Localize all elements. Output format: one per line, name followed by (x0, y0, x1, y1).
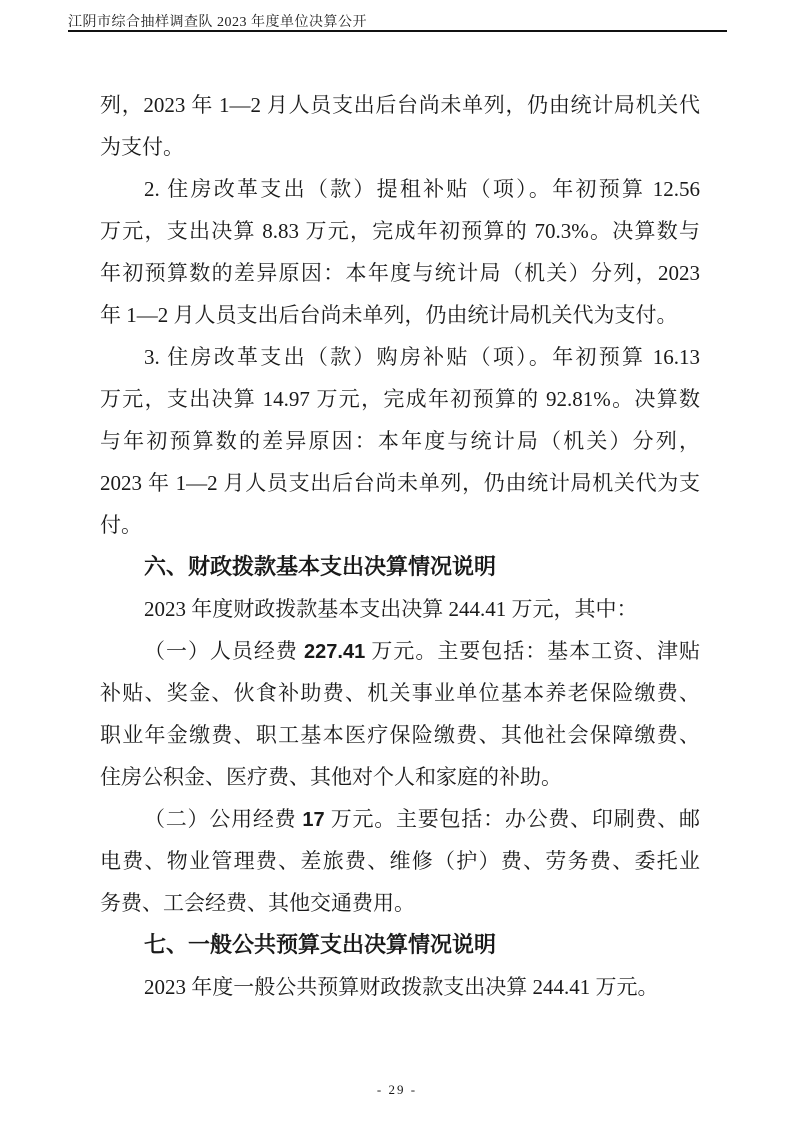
document-line: 2023 年 1—2 月人员支出后台尚未单列，仍由统计局机关代为支 (100, 471, 700, 495)
amount-value: 17 (302, 809, 325, 831)
document-line: 补贴、奖金、伙食补助费、机关事业单位基本养老保险缴费、 (100, 681, 700, 705)
document-line (100, 630, 700, 672)
section-heading-6: 六、财政拨款基本支出决算情况说明 (144, 554, 497, 579)
document-line: 与年初预算数的差异原因：本年度与统计局（机关）分列， (100, 429, 700, 453)
document-line: 万元，支出决算 8.83 万元，完成年初预算的 70.3%。决算数与 (100, 219, 700, 243)
document-line: 住房公积金、医疗费、其他对个人和家庭的补助。 (100, 765, 562, 789)
document-line: 2. 住房改革支出（款）提租补贴（项）。年初预算 12.56 (144, 177, 700, 201)
amount-value: 227.41 (304, 641, 366, 663)
line-segment: 万元。主要包括：基本工资、津贴 (365, 639, 700, 663)
section-heading-7: 七、一般公共预算支出决算情况说明 (144, 932, 497, 957)
document-line: 务费、工会经费、其他交通费用。 (100, 891, 415, 915)
document-line: 2023 年度一般公共预算财政拨款支出决算 244.41 万元。 (144, 975, 659, 999)
document-line: 年初预算数的差异原因：本年度与统计局（机关）分列，2023 (100, 261, 700, 285)
line-segment: 万元。主要包括：办公费、印刷费、邮 (324, 807, 700, 831)
line-segment: （二）公用经费 (144, 807, 303, 831)
page-number: - 29 - (376, 1082, 418, 1097)
page-header-title: 江阴市综合抽样调查队 2023 年度单位决算公开 (68, 15, 367, 30)
document-line (100, 798, 700, 840)
document-line: 职业年金缴费、职工基本医疗保险缴费、其他社会保障缴费、 (100, 723, 700, 747)
document-line: 万元，支出决算 14.97 万元，完成年初预算的 92.81%。决算数 (100, 387, 700, 411)
document-body (100, 84, 700, 1008)
document-line: 付。 (100, 513, 142, 537)
document-line: 2023 年度财政拨款基本支出决算 244.41 万元，其中： (144, 597, 638, 621)
header-rule (68, 30, 727, 32)
document-line: 年 1—2 月人员支出后台尚未单列，仍由统计局机关代为支付。 (100, 303, 678, 327)
document-line: 列，2023 年 1—2 月人员支出后台尚未单列，仍由统计局机关代 (100, 93, 700, 117)
document-line: 3. 住房改革支出（款）购房补贴（项）。年初预算 16.13 (144, 345, 700, 369)
document-line: 为支付。 (100, 135, 184, 159)
line-segment: （一）人员经费 (144, 639, 305, 663)
document-line: 电费、物业管理费、差旅费、维修（护）费、劳务费、委托业 (100, 849, 700, 873)
